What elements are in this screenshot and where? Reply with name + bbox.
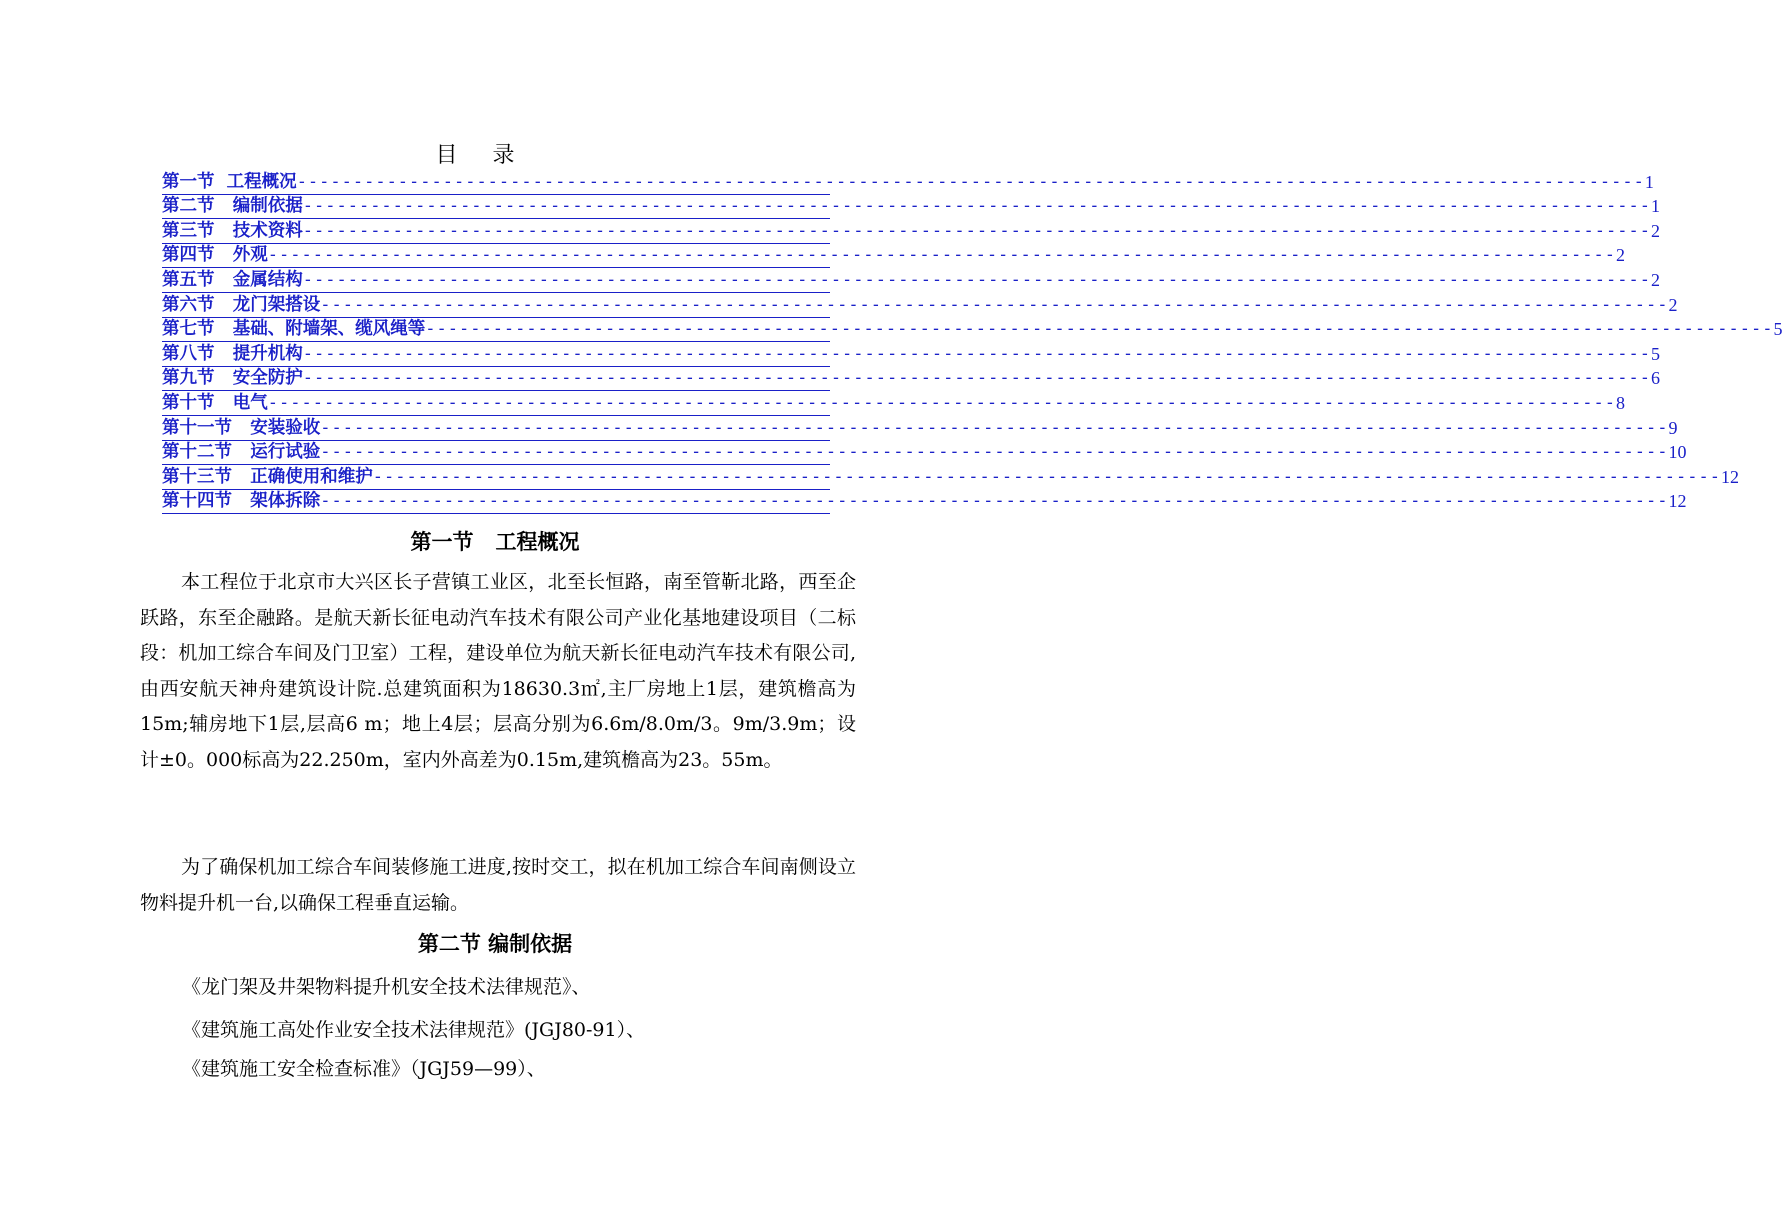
- toc-entry-page: 12: [1668, 491, 1687, 512]
- toc-leader-dashes: ------------------------------------------------------------------------------------------------------------------------: [320, 294, 1669, 315]
- toc-leader-dashes: ------------------------------------------------------------------------------------------------------------------------: [296, 171, 1645, 192]
- toc-entry-label: 第二节 编制依据: [162, 196, 303, 217]
- toc-entry[interactable]: [162, 318, 1782, 343]
- toc-entry-page: 8: [1615, 392, 1625, 413]
- toc-entry-page: 2: [1615, 245, 1625, 266]
- toc-entry[interactable]: [162, 195, 1660, 220]
- toc-entry-label: 第五节 金属结构: [162, 269, 303, 290]
- toc-entry-label: 第一节 工程概况: [162, 171, 297, 192]
- toc-entry-page: 5: [1650, 343, 1660, 364]
- toc-entry-page: 10: [1668, 442, 1687, 463]
- toc-leader-dashes: ------------------------------------------------------------------------------------------------------------------------: [302, 196, 1651, 217]
- reference-item: 《建筑施工高处作业安全技术法律规范》(JGJ80-91）、: [182, 1019, 646, 1041]
- toc-leader-dashes: ------------------------------------------------------------------------------------------------------------------------: [372, 466, 1721, 487]
- toc-entry-label: 第十二节 运行试验: [162, 442, 321, 463]
- toc-leader-dashes: ------------------------------------------------------------------------------------------------------------------------: [320, 491, 1669, 512]
- toc-entry-page: 5: [1773, 319, 1782, 340]
- toc-entry-label: 第十一节 安装验收: [162, 417, 321, 438]
- toc-entry[interactable]: [162, 465, 1739, 490]
- toc-entry[interactable]: [162, 391, 1625, 416]
- toc-entry[interactable]: [162, 219, 1660, 244]
- toc-entry[interactable]: [162, 293, 1678, 318]
- toc-leader-dashes: ------------------------------------------------------------------------------------------------------------------------: [302, 343, 1651, 364]
- toc-entry[interactable]: [162, 490, 1687, 515]
- toc-entry-page: 12: [1720, 466, 1739, 487]
- toc-entry-page: 1: [1650, 196, 1660, 217]
- toc-entry-label: 第九节 安全防护: [162, 368, 303, 389]
- toc-entry[interactable]: [162, 367, 1660, 392]
- toc-entry-label: 第十四节 架体拆除: [162, 491, 321, 512]
- toc-entry-page: 2: [1650, 269, 1660, 290]
- toc-leader-dashes: ------------------------------------------------------------------------------------------------------------------------: [302, 368, 1651, 389]
- toc-title: 目 录: [435, 143, 529, 168]
- toc-entry-page: 9: [1668, 417, 1678, 438]
- toc-leader-dashes: ------------------------------------------------------------------------------------------------------------------------: [302, 269, 1651, 290]
- toc-leader-dashes: ------------------------------------------------------------------------------------------------------------------------: [320, 417, 1669, 438]
- toc-entry[interactable]: [162, 170, 1654, 195]
- toc-entry[interactable]: [162, 441, 1687, 466]
- section-heading: 第二节 编制依据: [417, 932, 573, 956]
- reference-item: 《建筑施工安全检查标准》（JGJ59—99）、: [182, 1058, 546, 1080]
- toc-entry-page: 1: [1644, 171, 1654, 192]
- toc-leader-dashes: ------------------------------------------------------------------------------------------------------------------------: [320, 442, 1669, 463]
- toc-leader-dashes: ------------------------------------------------------------------------------------------------------------------------: [425, 319, 1774, 340]
- toc-entry-label: 第六节 龙门架搭设: [162, 294, 321, 315]
- body-paragraph: 为了确保机加工综合车间装修施工进度,按时交工，拟在机加工综合车间南侧设立物料提升机一台,以确保工程垂直运输。: [140, 856, 856, 914]
- body-paragraph: 本工程位于北京市大兴区长子营镇工业区，北至长恒路，南至管靳北路，西至企跃路，东至企融路。是航天新长征电动汽车技术有限公司产业化基地建设项目（二标段：机加工综合车间及门卫室）工程，建设单位为航天新长征电动汽车技术有限公司,由西安航天神舟建筑设计院.总建筑面积为18630.3㎡,主厂房地上1层，建筑檐高为15m;辅房地下1层,层高6 m；地上4层；层高分别为6.6m/8.0m/3。9m/3.9m；设计±0。000标高为22.250m，室内外高差为0.15m,建筑檐高为23。55m。: [140, 571, 856, 771]
- toc-leader-dashes: ------------------------------------------------------------------------------------------------------------------------: [267, 392, 1616, 413]
- toc-entry-label: 第十三节 正确使用和维护: [162, 466, 373, 487]
- toc-entry-label: 第七节 基础、附墙架、缆风绳等: [162, 319, 426, 340]
- toc-entry-page: 2: [1668, 294, 1678, 315]
- toc-entry-page: 2: [1650, 220, 1660, 241]
- reference-item: 《龙门架及井架物料提升机安全技术法律规范》、: [182, 976, 591, 998]
- toc-entry[interactable]: [162, 416, 1678, 441]
- toc-entry-label: 第十节 电气: [162, 392, 268, 413]
- table-of-contents: [162, 170, 1782, 514]
- toc-entry[interactable]: [162, 244, 1625, 269]
- toc-entry-label: 第四节 外观: [162, 245, 268, 266]
- toc-leader-dashes: ------------------------------------------------------------------------------------------------------------------------: [302, 220, 1651, 241]
- toc-entry[interactable]: [162, 268, 1660, 293]
- toc-entry-label: 第八节 提升机构: [162, 343, 303, 364]
- section-heading: 第一节 工程概况: [410, 530, 580, 554]
- toc-entry[interactable]: [162, 342, 1660, 367]
- toc-leader-dashes: ------------------------------------------------------------------------------------------------------------------------: [267, 245, 1616, 266]
- toc-entry-label: 第三节 技术资料: [162, 220, 303, 241]
- toc-entry-page: 6: [1650, 368, 1660, 389]
